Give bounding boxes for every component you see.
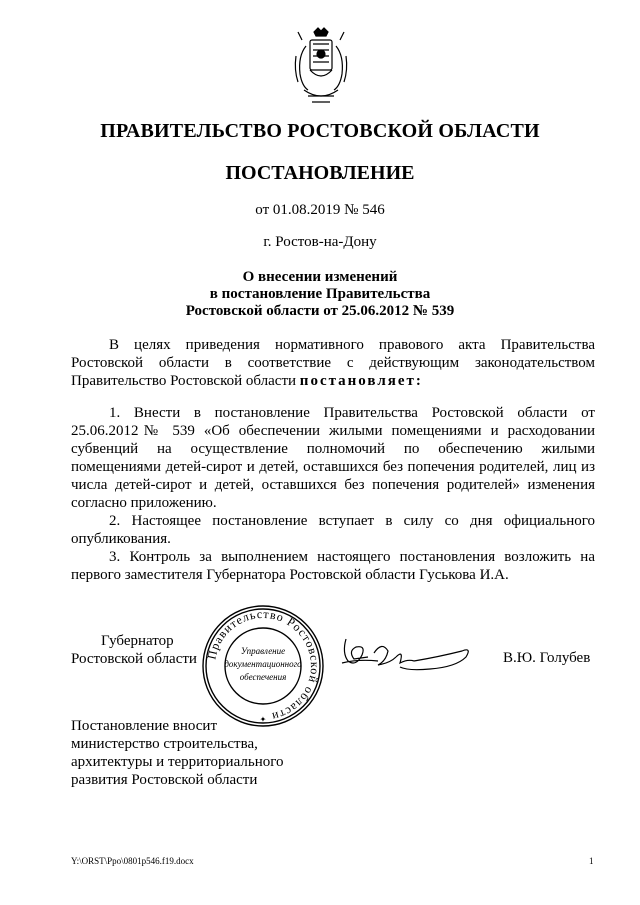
footer-page-number: 1 <box>589 856 594 866</box>
coat-of-arms-emblem <box>290 26 352 108</box>
handwritten-signature <box>338 633 478 675</box>
signatory-position-line: Ростовской области <box>71 651 197 667</box>
preamble-text: В целях приведения нормативного правового акта Правительства Ростовской области в соответствие с действующим законодательством Правительство Ростовской области <box>71 337 595 389</box>
document-date-number: от 01.08.2019 № 546 <box>255 202 385 218</box>
introduced-by-line: архитектуры и территориального <box>71 754 284 770</box>
footer-file-path: Y:\ORST\Ppo\0801p546.f19.docx <box>71 856 194 866</box>
subject-line: О внесении изменений <box>242 269 398 285</box>
signatory-position <box>71 632 211 668</box>
signatory-name: В.Ю. Голубев <box>503 650 591 666</box>
official-stamp-seal <box>198 604 328 729</box>
item-paragraph-2: 2. Настоящее постановление вступает в силу со дня официального опубликования. <box>71 513 595 547</box>
stamp-ring-text: Правительство Ростовской области <box>204 606 323 725</box>
introduced-by-line: министерство строительства, <box>71 736 258 752</box>
subject-line: Ростовской области от 25.06.2012 № 539 <box>185 303 455 319</box>
signatory-position-line: Губернатор <box>101 633 174 649</box>
stamp-center-line: документационного <box>224 659 302 669</box>
document-city: г. Ростов-на-Дону <box>263 234 377 250</box>
document-subject <box>0 269 640 320</box>
decree-word: постановляет: <box>299 373 423 389</box>
svg-text:✦: ✦ <box>259 715 267 724</box>
document-type: ПОСТАНОВЛЕНИЕ <box>225 162 415 184</box>
stamp-center-line: Управление <box>240 646 286 656</box>
introduced-by-line: Постановление вносит <box>71 718 218 734</box>
introduced-by-line: развития Ростовской области <box>71 772 258 788</box>
preamble-paragraph <box>71 336 595 390</box>
item-paragraph-1: 1. Внести в постановление Правительства Ростовской области от 25.06.2012№ 539 «Об обеспечении жилыми помещениями и расходовании субвенций на осуществление полномочий по обеспечению жилыми помещениями детей-сирот и детей, оставшихся без попечения родителей, лиц из числа детей-сирот и детей, оставшихся без попечения родителей» изменения согласно приложению. <box>71 405 595 511</box>
government-title: ПРАВИТЕЛЬСТВО РОСТОВСКОЙ ОБЛАСТИ <box>100 120 540 142</box>
introduced-by-block <box>71 717 331 789</box>
item-paragraph-3: 3. Контроль за выполнением настоящего постановления возложить на первого заместителя Губернатора Ростовской области Гуськова И.А. <box>71 549 595 583</box>
subject-line: в постановление Правительства <box>209 286 431 302</box>
stamp-center-line: обеспечения <box>239 672 287 682</box>
